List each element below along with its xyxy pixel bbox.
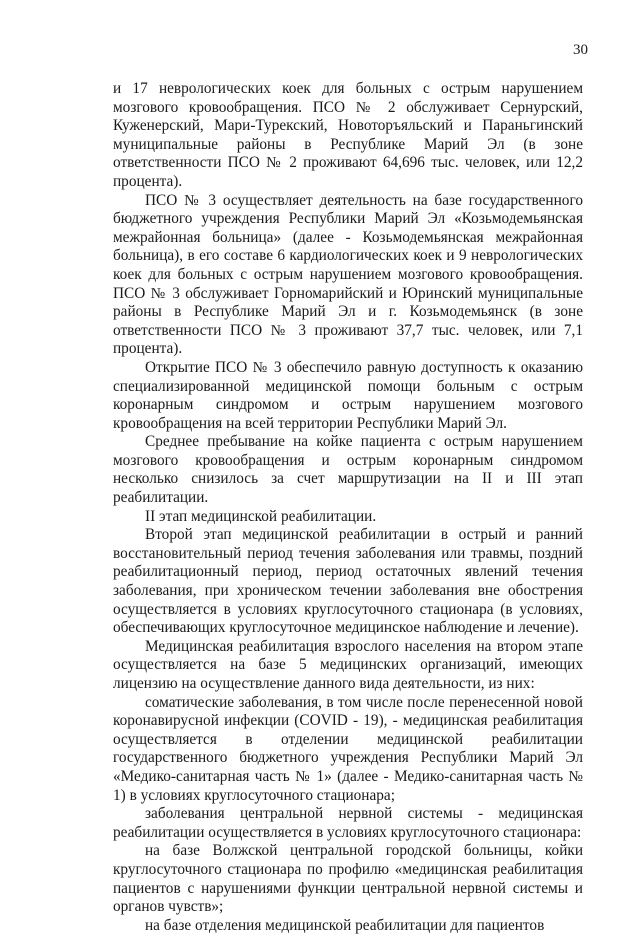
list-item-rehab-department: на базе отделения медицинской реабилитации для пациентов bbox=[145, 916, 545, 934]
paragraph-pso3-opening: Открытие ПСО № 3 обеспечило равную доступность к оказанию специализированной медицинской помощи больным с острым коронарным синдромом и острым нарушением мозгового кровообращения на всей территории Республики Марий Эл. bbox=[113, 358, 583, 432]
paragraph-adult-rehabilitation: Медицинская реабилитация взрослого населения на втором этапе осуществляется на базе 5 медицинских организаций, имеющих лицензию на осуществление данного вида деятельности, из них: bbox=[113, 637, 583, 692]
list-item-volzhsk-hospital: на базе Волжской центральной городской больницы, койки круглосуточного стационара по профилю «медицинская реабилитация пациентов с нарушениями функции центральной нервной системы и органов чувств»; bbox=[113, 842, 583, 916]
page-number: 30 bbox=[573, 42, 588, 58]
paragraph-pso2-continuation: и 17 неврологических коек для больных с острым нарушением мозгового кровообращения. ПСО № 2 обслуживает Сернурский, Куженерский, Мари-Турекский, Новоторъяльский и Параньгинский муниципальные районы в Республике Марий Эл (в зоне ответственности ПСО № 2 проживают 64,696 тыс. человек, или 12,2 процента). bbox=[113, 80, 583, 190]
section-heading-stage-2: II этап медицинской реабилитации. bbox=[145, 507, 377, 525]
paragraph-pso3: ПСО № 3 осуществляет деятельность на базе государственного бюджетного учреждения Республики Марий Эл «Козьмодемьянская межрайонная больница» (далее - Козьмодемьянская межрайонная больница), в его составе 6 кардиологических коек и 9 неврологических коек для больных с острым нарушением мозгового кровообращения. ПСО № 3 обслуживает Горномарийский и Юринский муниципальные районы в Республике Марий Эл и г. Козьмодемьянск (в зоне ответственности ПСО № 3 проживают 37,7 тыс. человек, или 7,1 процента). bbox=[113, 191, 583, 358]
paragraph-average-stay: Среднее пребывание на койке пациента с острым нарушением мозгового кровообращения и острым коронарным синдромом несколько снизилось за счет маршрутизации на II и III этап реабилитации. bbox=[113, 433, 583, 507]
paragraph-stage-2-description: Второй этап медицинской реабилитации в острый и ранний восстановительный период течения заболевания или травмы, поздний реабилитационный период, период остаточных явлений течения заболевания, при хроническом течении заболевания вне обострения осуществляется в условиях круглосуточного стационара (в условиях, обеспечивающих круглосуточное медицинское наблюдение и лечение). bbox=[113, 526, 583, 637]
document-body bbox=[113, 80, 583, 935]
list-item-cns-diseases: заболевания центральной нервной системы - медицинская реабилитации осуществляется в условиях круглосуточного стационара: bbox=[113, 805, 583, 841]
list-item-somatic-diseases: соматические заболевания, в том числе после перенесенной новой коронавирусной инфекции (COVID - 19), - медицинская реабилитация осуществляется в отделении медицинской реабилитации государственного бюджетного учреждения Республики Марий Эл «Медико-санитарная часть № 1» (далее - Медико-санитарная часть № 1) в условиях круглосуточного стационара; bbox=[113, 693, 583, 804]
